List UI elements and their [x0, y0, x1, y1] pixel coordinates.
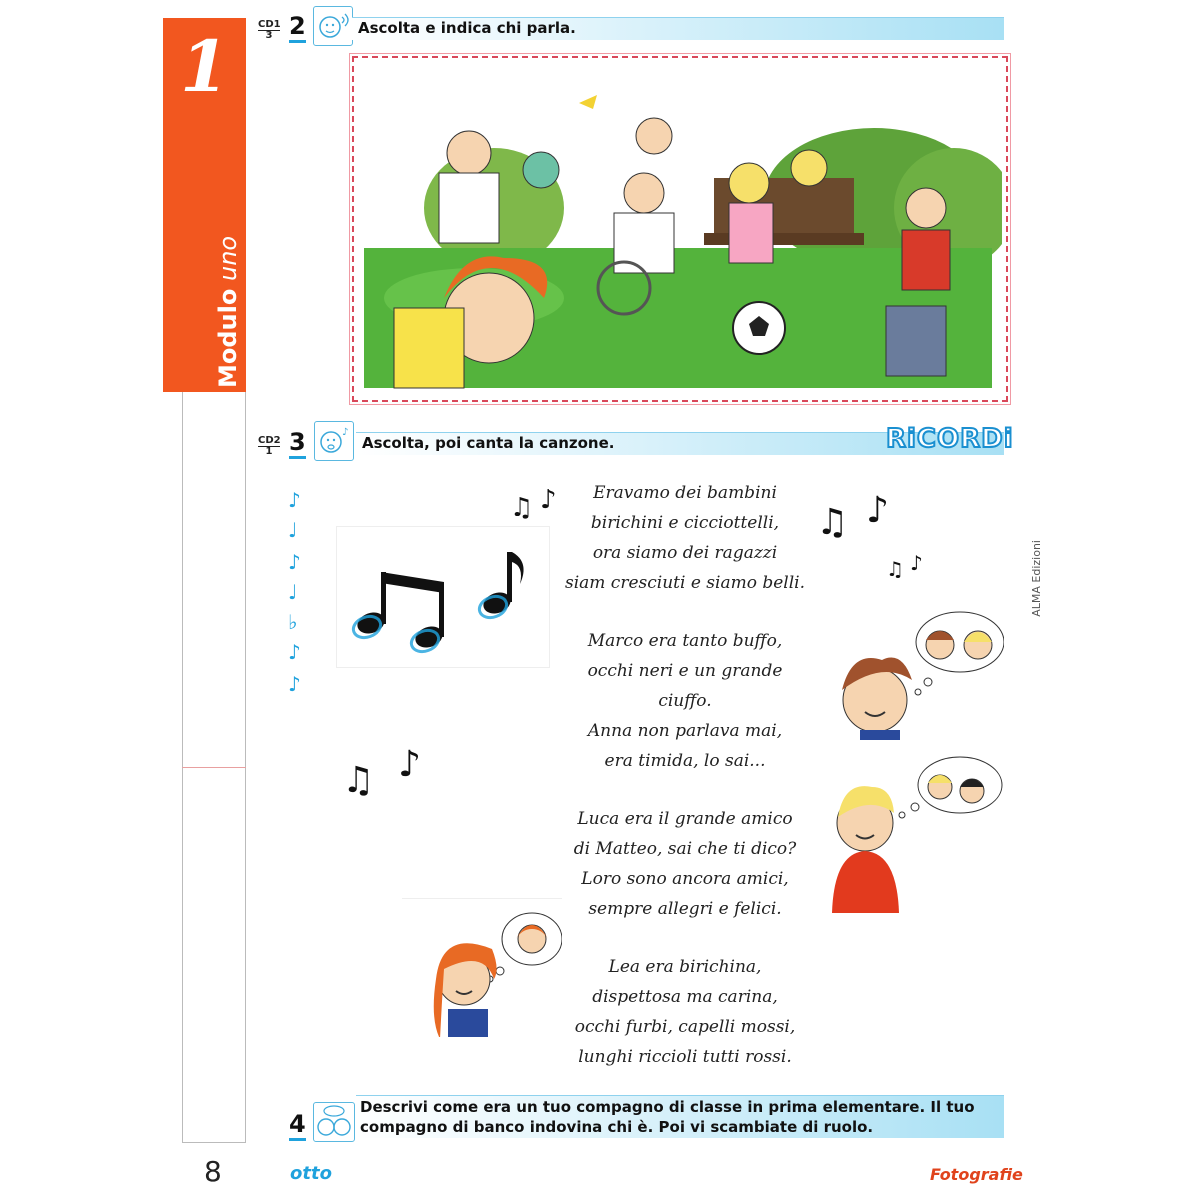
svg-text:♪: ♪	[288, 488, 301, 512]
lea-illustration	[402, 898, 562, 1037]
module-title	[214, 235, 244, 388]
cd-track-badge	[258, 436, 280, 457]
svg-text:♫: ♫	[510, 493, 534, 522]
lyric-line: Eravamo dei bambini	[593, 483, 777, 503]
cd-label: CD1	[258, 19, 281, 30]
exercise-instruction	[360, 1097, 975, 1137]
cd-track: 1	[265, 446, 273, 457]
svg-text:♭: ♭	[288, 610, 298, 634]
song-stanza	[560, 626, 810, 776]
sidebar-divider	[182, 767, 246, 768]
svg-text:♪: ♪	[288, 640, 301, 664]
lyric-line: era timida, lo sai...	[604, 751, 766, 771]
page-number-word: otto	[290, 1163, 332, 1184]
song-stanza	[560, 952, 810, 1072]
svg-text:♫: ♫	[342, 760, 375, 798]
music-note-icon	[884, 552, 928, 580]
instruction-line: compagno di banco indovina chi è. Poi vi scambiate di ruolo.	[360, 1118, 874, 1136]
luca-matteo-illustration	[820, 745, 1004, 915]
lyric-line: lunghi riccioli tutti rossi.	[578, 1047, 792, 1067]
singing-icon	[314, 421, 354, 461]
exercise-number-underline	[289, 40, 306, 43]
svg-text:♩: ♩	[288, 518, 298, 542]
cd-track-badge	[258, 20, 280, 41]
svg-text:♫: ♫	[886, 557, 904, 580]
lyric-line: dispettosa ma carina,	[592, 987, 778, 1007]
lyric-line: Anna non parlava mai,	[587, 721, 783, 741]
exercise-number: 3	[289, 428, 306, 456]
cd-track: 3	[265, 30, 273, 41]
lyric-line: ora siamo dei ragazzi	[592, 543, 778, 563]
svg-text:♫: ♫	[816, 502, 849, 538]
music-notes-column	[284, 485, 308, 715]
music-note-icon	[340, 746, 430, 798]
page-number: 8	[204, 1155, 222, 1188]
instruction-line: Descrivi come era un tuo compagno di classe in prima elementare. Il tuo	[360, 1098, 975, 1116]
ricordi-badge: RiCORDi	[886, 424, 1014, 454]
svg-text:♩: ♩	[288, 580, 298, 604]
lyric-line: occhi furbi, capelli mossi,	[574, 1017, 796, 1037]
lyric-line: sempre allegri e felici.	[588, 899, 782, 919]
publisher-label: ALMA Edizioni	[1030, 540, 1043, 617]
lyric-line: Loro sono ancora amici,	[581, 869, 789, 889]
lyric-line: Luca era il grande amico	[577, 809, 793, 829]
song-stanza	[560, 804, 810, 924]
svg-text:♪: ♪	[866, 492, 889, 531]
svg-text:♪: ♪	[540, 486, 557, 515]
sidebar-rule-bottom	[182, 1142, 246, 1143]
park-illustration	[352, 56, 1008, 402]
svg-text:♪: ♪	[398, 746, 421, 785]
music-note-icon	[814, 492, 894, 538]
module-label: Modulo	[214, 288, 242, 388]
module-number: 1	[180, 25, 229, 108]
marco-anna-illustration	[820, 600, 1004, 740]
exercise-number-underline	[289, 456, 306, 459]
exercise-number: 4	[289, 1110, 306, 1138]
lyric-line: Lea era birichina,	[608, 957, 762, 977]
speaking-icon	[313, 1102, 355, 1142]
lyric-line: siam cresciuti e siamo belli.	[564, 573, 805, 593]
lyric-line: birichini e cicciottelli,	[590, 513, 780, 533]
exercise-instruction: Ascolta, poi canta la canzone.	[362, 434, 615, 452]
listening-icon	[313, 6, 353, 46]
lyric-line: di Matteo, sai che ti dico?	[573, 839, 797, 859]
svg-text:♪: ♪	[342, 427, 349, 438]
svg-text:♪: ♪	[288, 672, 301, 696]
exercise-number-underline	[289, 1138, 306, 1141]
big-music-note-icon	[336, 526, 550, 668]
exercise-instruction: Ascolta e indica chi parla.	[358, 19, 576, 37]
song-lyrics	[560, 478, 810, 1100]
svg-text:♪: ♪	[910, 552, 923, 575]
module-word: uno	[214, 235, 242, 281]
song-stanza	[560, 478, 810, 598]
lyric-line: occhi neri e un grande ciuffo.	[587, 661, 783, 711]
section-title: Fotografie	[930, 1165, 1023, 1184]
svg-text:♪: ♪	[288, 550, 301, 574]
cd-label: CD2	[258, 435, 281, 446]
music-note-icon	[508, 486, 564, 522]
lyric-line: Marco era tanto buffo,	[587, 631, 783, 651]
exercise-number: 2	[289, 12, 306, 40]
